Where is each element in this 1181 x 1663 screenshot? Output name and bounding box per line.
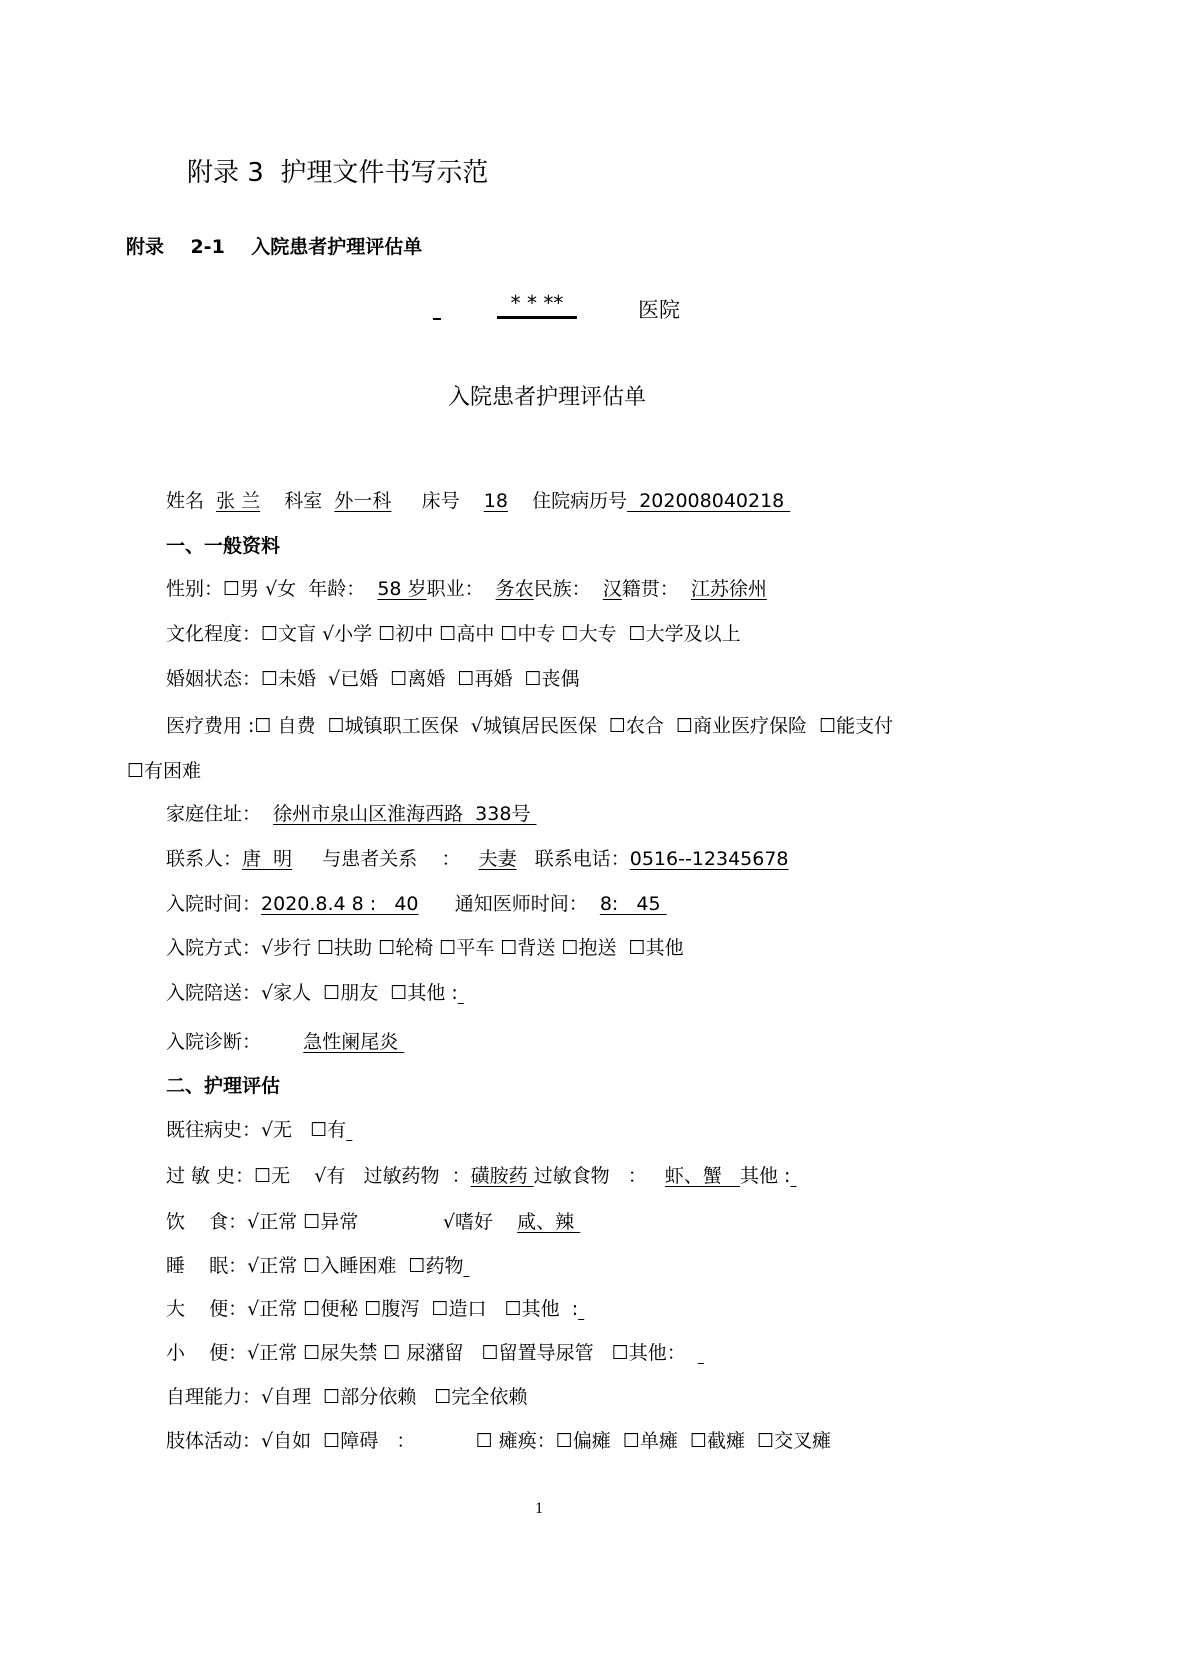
allergy-row: [166, 1163, 797, 1189]
education-row: [166, 621, 741, 647]
stool-row: [166, 1296, 584, 1322]
form-label: 住院病历号: [507, 490, 628, 512]
form-label: 性别：☐男 √女 年龄：: [166, 578, 378, 600]
form-label: 科室: [260, 490, 335, 512]
form-label: 睡 眠：√正常 ☐入睡困难 ☐药物: [166, 1255, 464, 1277]
filled-value: [698, 1342, 704, 1364]
form-label: 入院诊断：: [166, 1031, 304, 1053]
marital-row: [166, 666, 580, 692]
underline-mark: [433, 318, 441, 320]
filled-value: [346, 1119, 352, 1141]
limb-row: [166, 1428, 831, 1454]
form-label: 一、一般资料: [166, 535, 281, 557]
form-label: 过敏食物 ：: [533, 1165, 665, 1187]
sleep-row: [166, 1253, 470, 1279]
appendix-subtitle: 附录 2-1 入院患者护理评估单: [126, 236, 423, 258]
document-title: 附录 3 护理文件书写示范: [187, 158, 489, 188]
form-label: 床号: [391, 490, 484, 512]
form-title: 入院患者护理评估单: [448, 385, 647, 410]
gender-row: [166, 576, 767, 602]
contact-row: [166, 846, 789, 872]
section-general: [166, 533, 280, 559]
filled-value: [578, 1298, 584, 1320]
form-label: 联系人：: [166, 848, 243, 870]
filled-value: 汉: [602, 578, 622, 600]
form-label: ☐有困难: [127, 760, 202, 782]
filled-value: 0516--12345678: [629, 848, 789, 870]
escort-row: [166, 980, 464, 1006]
filled-value: 张 兰: [216, 490, 261, 512]
admission-mode-row: [166, 935, 684, 961]
payment-row: [166, 713, 893, 739]
form-label: 二、护理评估: [166, 1075, 281, 1097]
filled-value: 202008040218: [627, 490, 791, 512]
selfcare-row: [166, 1384, 527, 1410]
form-label: 小 便：√正常 ☐尿失禁 ☐ 尿潴留 ☐留置导尿管 ☐其他：: [166, 1342, 698, 1364]
filled-value: 磺胺药: [470, 1165, 534, 1187]
filled-value: 8: 45: [599, 893, 667, 915]
form-label: 肢体活动：√自如 ☐障碍 ： ☐ 瘫痪：☐偏瘫 ☐单瘫 ☐截瘫 ☐交叉瘫: [166, 1430, 832, 1452]
filled-value: [463, 1255, 469, 1277]
filled-value: [790, 1165, 796, 1187]
basic-info: [166, 488, 790, 514]
filled-value: 咸、辣: [517, 1211, 581, 1233]
form-label: 民族：: [533, 578, 603, 600]
address-row: [166, 801, 536, 827]
filled-value: 务农: [495, 578, 534, 600]
form-label: 姓名: [166, 490, 217, 512]
filled-value: 急性阑尾炎: [303, 1031, 405, 1053]
filled-value: [458, 982, 464, 1004]
filled-value: 2020.8.4 8 : 40: [261, 893, 419, 915]
filled-value: 58 岁: [377, 578, 427, 600]
form-label: 家庭住址：: [166, 803, 274, 825]
history-row: [166, 1117, 352, 1143]
hospital-label: 医院: [638, 298, 680, 322]
form-label: 医疗费用 :☐ 自费 ☐城镇职工医保 √城镇居民医保 ☐农合 ☐商业医疗保险 ☐能支付: [166, 715, 894, 737]
form-label: 职业：: [426, 578, 496, 600]
form-label: 通知医师时间：: [418, 893, 600, 915]
form-label: 入院陪送：√家人 ☐朋友 ☐其他 :: [166, 982, 458, 1004]
form-label: 大 便：√正常 ☐便秘 ☐腹泻 ☐造口 ☐其他 :: [166, 1298, 579, 1320]
admission-time-row: [166, 891, 667, 917]
form-label: 与患者关系 ：: [292, 848, 479, 870]
filled-value: 外一科: [334, 490, 392, 512]
filled-value: 唐 明: [242, 848, 293, 870]
filled-value: 夫妻: [478, 848, 517, 870]
form-label: 既往病史：√无 ☐有: [166, 1119, 347, 1141]
form-label: 文化程度：☐文盲 √小学 ☐初中 ☐高中 ☐中专 ☐大专 ☐大学及以上: [166, 623, 741, 645]
filled-value: 徐州市泉山区淮海西路 338号: [273, 803, 537, 825]
form-label: 饮 食：√正常 ☐异常 √嗜好: [166, 1211, 518, 1233]
page-number: 1: [535, 1500, 543, 1517]
form-label: 自理能力：√自理 ☐部分依赖 ☐完全依赖: [166, 1386, 528, 1408]
form-label: 入院时间：: [166, 893, 262, 915]
filled-value: 江苏徐州: [690, 578, 767, 600]
form-label: 籍贯：: [621, 578, 691, 600]
urine-row: [166, 1340, 704, 1366]
filled-value: 18: [483, 490, 508, 512]
hospital-name-blank: * * **: [497, 290, 577, 319]
form-label: 其他 :: [740, 1165, 791, 1187]
diagnosis-row: [166, 1029, 404, 1055]
form-label: 过 敏 史：☐无 √有 过敏药物 ：: [166, 1165, 471, 1187]
diet-row: [166, 1209, 580, 1235]
form-label: 婚姻状态：☐未婚 √已婚 ☐离婚 ☐再婚 ☐丧偶: [166, 668, 580, 690]
payment-row-cont: [127, 758, 201, 784]
form-label: 入院方式：√步行 ☐扶助 ☐轮椅 ☐平车 ☐背送 ☐抱送 ☐其他: [166, 937, 684, 959]
form-label: 联系电话：: [516, 848, 630, 870]
filled-value: 虾、蟹: [664, 1165, 740, 1187]
section-assessment: [166, 1073, 280, 1099]
